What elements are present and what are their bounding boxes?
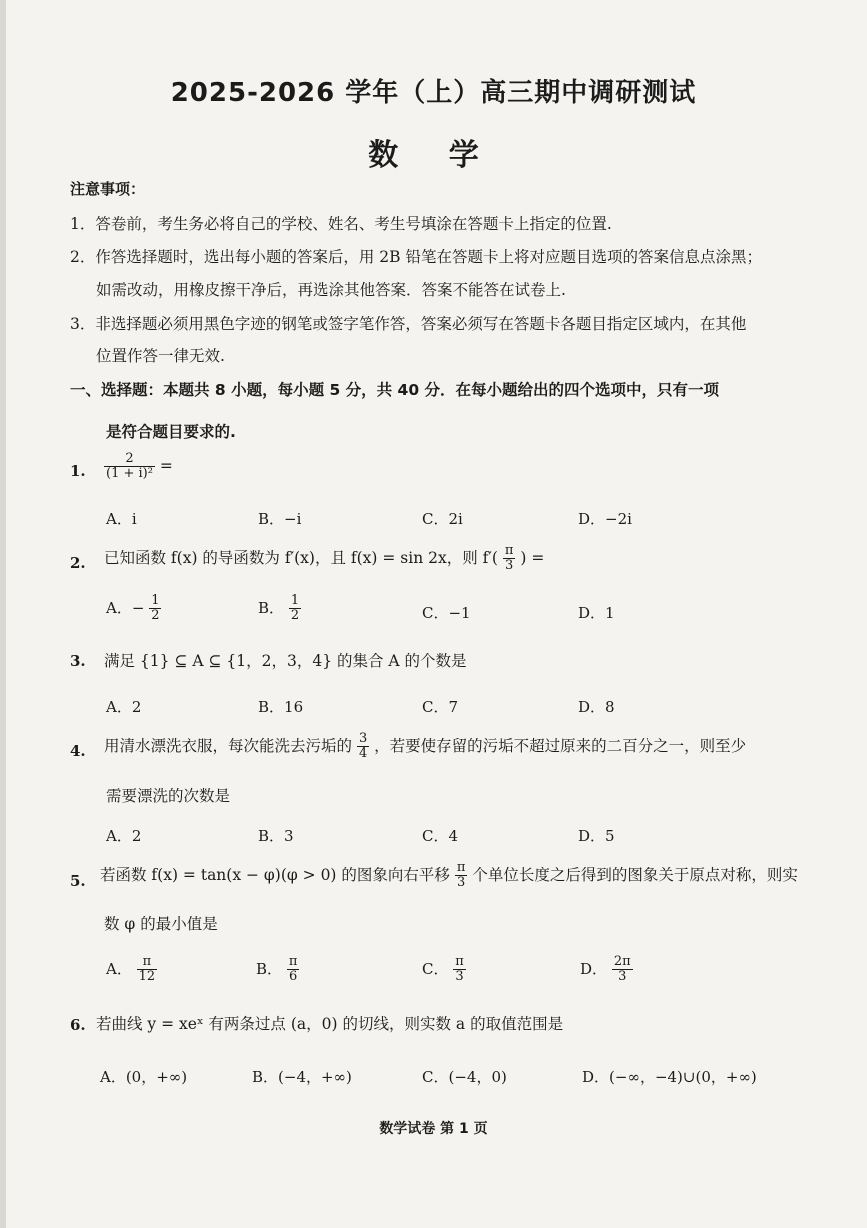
option-b: B．16 (258, 698, 304, 716)
question-number: 2. (70, 554, 86, 572)
question-2-stem: 已知函数 f(x) 的导函数为 f′(x)，且 f(x) = sin 2x，则 f′( $\frac{\pi}{3}$ ) = (104, 543, 545, 574)
option-a: A． $\frac{\pi}{12}$ (106, 954, 156, 985)
option-d: D．(−∞，−4)∪(0，+∞) (582, 1068, 757, 1086)
fraction: $\frac{3}{4}$ (358, 731, 368, 762)
option-a: A．(0，+∞) (100, 1068, 188, 1086)
fraction: $\frac{2}{\text{(1 + i)²}}$ (106, 451, 153, 482)
option-c: C． $\frac{\pi}{3}$ (422, 954, 464, 985)
exam-title: 2025-2026 学年（上）高三期中调研测试 (170, 78, 697, 108)
question-number: 4. (70, 742, 86, 760)
question-5-stem-cont: 数 φ 的最小值是 (104, 915, 218, 933)
option-a: A．i (106, 510, 137, 528)
section-heading-cont: 是符合题目要求的. (106, 423, 236, 441)
option-d: D．1 (578, 604, 615, 622)
option-b: B． $\frac{\pi}{6}$ (256, 954, 298, 985)
option-d: D．5 (578, 827, 615, 845)
option-c: C．7 (422, 698, 459, 716)
question-4-stem: 用清水漂洗衣服，每次能洗去污垢的 $\frac{3}{4}$ ，若要使存留的污垢不超过原来的二百分之一，则至少 (104, 731, 747, 762)
fraction: $\frac{\pi}{3}$ (456, 860, 466, 891)
notice-item-3-cont: 位置作答一律无效. (96, 347, 225, 365)
notice-item-2: 2．作答选择题时，选出每小题的答案后，用 2B 铅笔在答题卡上将对应题目选项的答案信息点涂黑； (70, 248, 762, 266)
question-number: 3. (70, 652, 86, 670)
question-1-stem: $\frac{2}{\text{(1 + i)²}}$ = (106, 451, 173, 482)
question-4-stem-cont: 需要漂洗的次数是 (106, 787, 231, 805)
page-footer: 数学试卷 第 1 页 (379, 1121, 488, 1137)
option-d: D． $\frac{2\pi}{3}$ (580, 954, 631, 985)
option-c: C．2i (422, 510, 463, 528)
option-b: B． $\frac{1}{2}$ (258, 593, 300, 624)
notice-item-2-cont: 如需改动，用橡皮擦干净后，再选涂其他答案．答案不能答在试卷上. (96, 281, 566, 299)
option-c: C．−1 (422, 604, 471, 622)
option-d: D．8 (578, 698, 615, 716)
option-c: C．(−4，0) (422, 1068, 507, 1086)
fraction: $\frac{\pi}{3}$ (504, 543, 514, 574)
option-d: D．−2i (578, 510, 632, 528)
question-number: 5. (70, 872, 86, 890)
subject-title: 数 学 (368, 138, 499, 173)
notice-heading: 注意事项： (70, 180, 146, 198)
option-c: C．4 (422, 827, 459, 845)
question-6-stem: 若曲线 y = xeˣ 有两条过点 (a，0) 的切线，则实数 a 的取值范围是 (96, 1015, 564, 1033)
notice-item-3: 3．非选择题必须用黑色字迹的钢笔或签字笔作答，答案必须写在答题卡各题目指定区域内，在其他 (70, 315, 747, 333)
section-heading: 一、选择题：本题共 8 小题，每小题 5 分，共 40 分．在每小题给出的四个选项中，只有一项 (70, 381, 720, 399)
question-number: 1. (70, 462, 86, 480)
option-b: B．(−4，+∞) (252, 1068, 352, 1086)
notice-item-1: 1．答卷前，考生务必将自己的学校、姓名、考生号填涂在答题卡上指定的位置. (70, 215, 612, 233)
option-b: B．3 (258, 827, 294, 845)
option-b: B．−i (258, 510, 302, 528)
option-a: A．2 (106, 698, 142, 716)
question-5-stem: 若函数 f(x) = tan(x − φ)(φ > 0) 的图象向右平移 $\frac{\pi}{3}$ 个单位长度之后得到的图象关于原点对称，则实 (100, 860, 798, 891)
question-number: 6. (70, 1016, 86, 1034)
scan-edge (0, 0, 6, 1228)
option-a: A．2 (106, 827, 142, 845)
option-a: A．− $\frac{1}{2}$ (106, 593, 160, 624)
question-3-stem: 满足 {1} ⊆ A ⊆ {1，2，3，4} 的集合 A 的个数是 (104, 652, 467, 670)
